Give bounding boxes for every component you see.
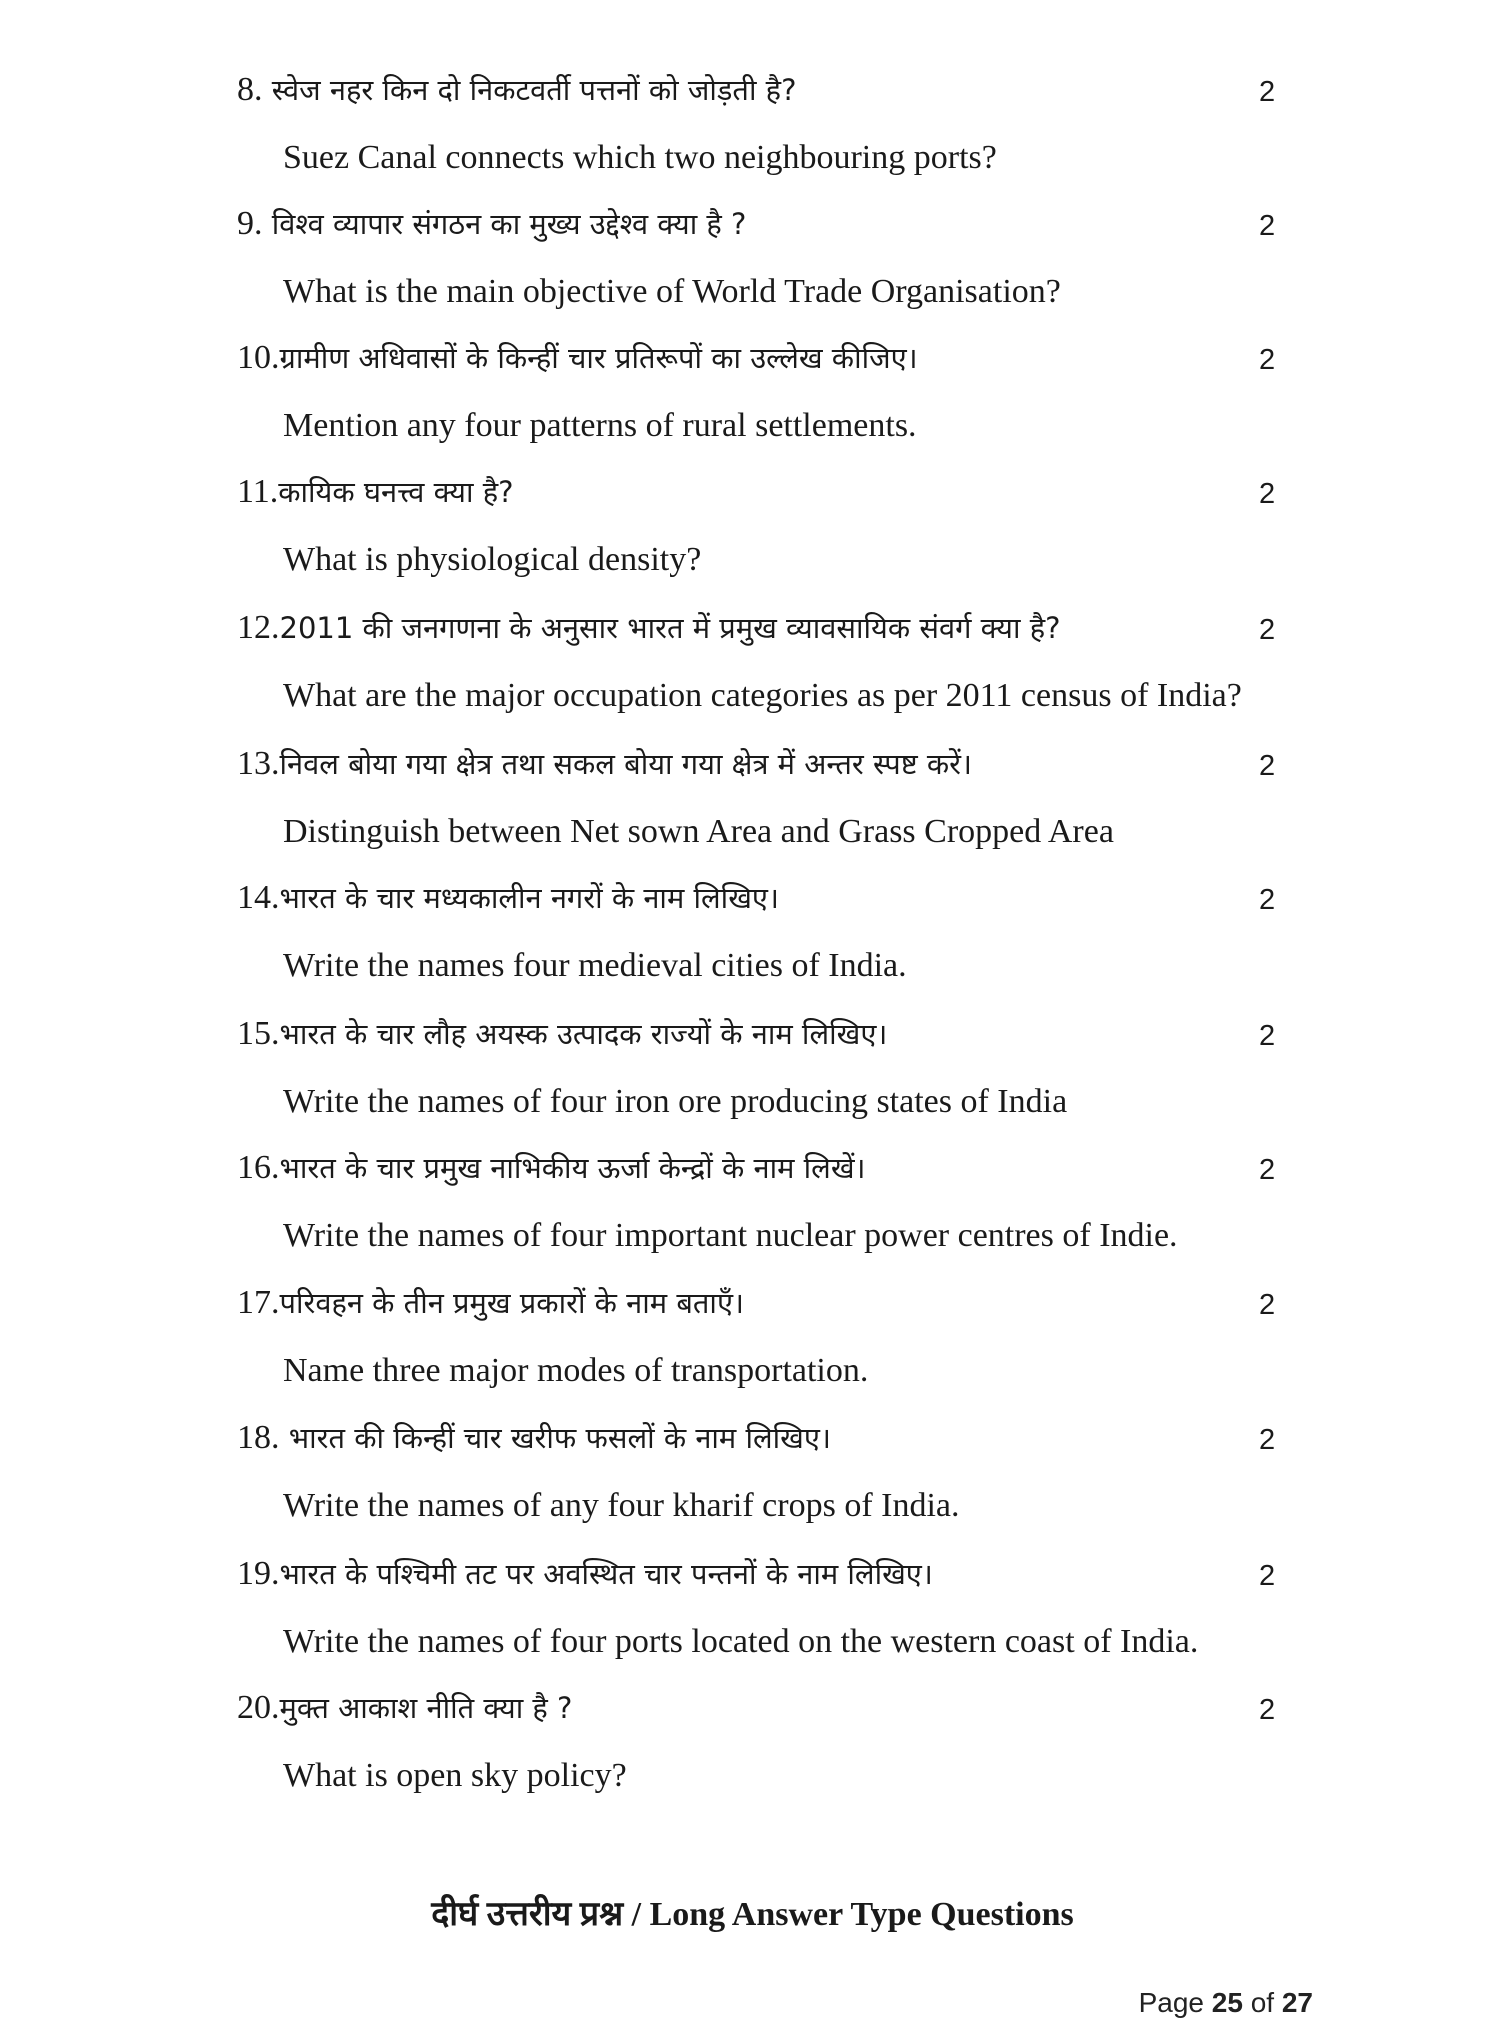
question-english-text: Suez Canal connects which two neighbouring ports? [283, 139, 997, 176]
question-marks: 2 [1259, 1289, 1276, 1321]
question-marks: 2 [1259, 884, 1276, 916]
question-number: 17. [237, 1284, 280, 1321]
page-total: 27 [1281, 1987, 1313, 2018]
question-english-text: Name three major modes of transportation. [283, 1352, 869, 1389]
section-heading: दीर्घ उत्तरीय प्रश्न / Long Answer Type Questions [431, 1896, 1074, 1933]
page-of: of [1250, 1987, 1275, 2018]
question-english-text: What is open sky policy? [283, 1757, 627, 1794]
question-hindi-text: 14.भारत के चार मध्यकालीन नगरों के नाम लिखिए। [237, 879, 779, 916]
question-hindi-text: 16.भारत के चार प्रमुख नाभिकीय ऊर्जा केन्द्रों के नाम लिखें। [237, 1149, 866, 1186]
question-english-text: What are the major occupation categories as per 2011 census of India? [283, 677, 1242, 714]
question-english-text: Write the names of four ports located on the western coast of India. [283, 1623, 1199, 1660]
question-english-text: What is the main objective of World Trade Organisation? [283, 273, 1061, 310]
question-hindi-text: 13.निवल बोया गया क्षेत्र तथा सकल बोया गया क्षेत्र में अन्तर स्पष्ट करें। [237, 745, 972, 782]
question-hindi-text: 19.भारत के पश्चिमी तट पर अवस्थित चार पन्तनों के नाम लिखिए। [237, 1555, 933, 1592]
question-number: 12. [237, 609, 280, 646]
question-marks: 2 [1259, 614, 1276, 646]
question-number: 8. [237, 71, 263, 108]
question-english-text: Distinguish between Net sown Area and Grass Cropped Area [283, 813, 1114, 850]
question-marks: 2 [1259, 1424, 1276, 1456]
question-hindi-text: 18. भारत की किन्हीं चार खरीफ फसलों के नाम लिखिए। [237, 1419, 831, 1456]
question-hindi-text: 10.ग्रामीण अधिवासों के किन्हीं चार प्रतिरूपों का उल्लेख कीजिए। [237, 339, 918, 376]
question-english-text: Write the names of four important nuclear power centres of Indie. [283, 1217, 1178, 1254]
page-label: Page [1138, 1987, 1204, 2018]
question-marks: 2 [1259, 344, 1276, 376]
question-number: 10. [237, 339, 280, 376]
question-number: 15. [237, 1015, 280, 1052]
question-marks: 2 [1259, 76, 1276, 108]
question-hindi-text: 15.भारत के चार लौह अयस्क उत्पादक राज्यों के नाम लिखिए। [237, 1015, 888, 1052]
question-hindi-text: 17.परिवहन के तीन प्रमुख प्रकारों के नाम बताएँ। [237, 1284, 744, 1321]
question-english-text: Write the names of any four kharif crops of India. [283, 1487, 960, 1524]
question-number: 13. [237, 745, 280, 782]
question-english-text: Mention any four patterns of rural settlements. [283, 407, 917, 444]
question-marks: 2 [1259, 1154, 1276, 1186]
page-number [1139, 1986, 1313, 2020]
question-hindi-text: 9. विश्व व्यापार संगठन का मुख्य उद्देश्व क्या है ? [237, 205, 747, 242]
question-marks: 2 [1259, 478, 1276, 510]
question-hindi-text: 20.मुक्त आकाश नीति क्या है ? [237, 1689, 573, 1726]
question-english-text: Write the names four medieval cities of India. [283, 947, 907, 984]
question-marks: 2 [1259, 1694, 1276, 1726]
question-number: 19. [237, 1555, 280, 1592]
question-english-text: Write the names of four iron ore producing states of India [283, 1083, 1068, 1120]
question-number: 20. [237, 1689, 280, 1726]
question-english-text: What is physiological density? [283, 541, 702, 578]
question-hindi-text: 11.कायिक घनत्त्व क्या है? [237, 473, 514, 510]
question-number: 14. [237, 879, 280, 916]
question-number: 18. [237, 1419, 280, 1456]
question-hindi-text: 8. स्वेज नहर किन दो निकटवर्ती पत्तनों को जोड़ती है? [237, 71, 797, 108]
question-marks: 2 [1259, 1560, 1276, 1592]
page-current: 25 [1211, 1987, 1243, 2018]
question-marks: 2 [1259, 750, 1276, 782]
question-number: 9. [237, 205, 263, 242]
question-hindi-text: 12.2011 की जनगणना के अनुसार भारत में प्रमुख व्यावसायिक संवर्ग क्या है? [237, 609, 1061, 646]
question-marks: 2 [1259, 1020, 1276, 1052]
question-marks: 2 [1259, 210, 1276, 242]
question-number: 16. [237, 1149, 280, 1186]
question-number: 11. [237, 473, 279, 510]
